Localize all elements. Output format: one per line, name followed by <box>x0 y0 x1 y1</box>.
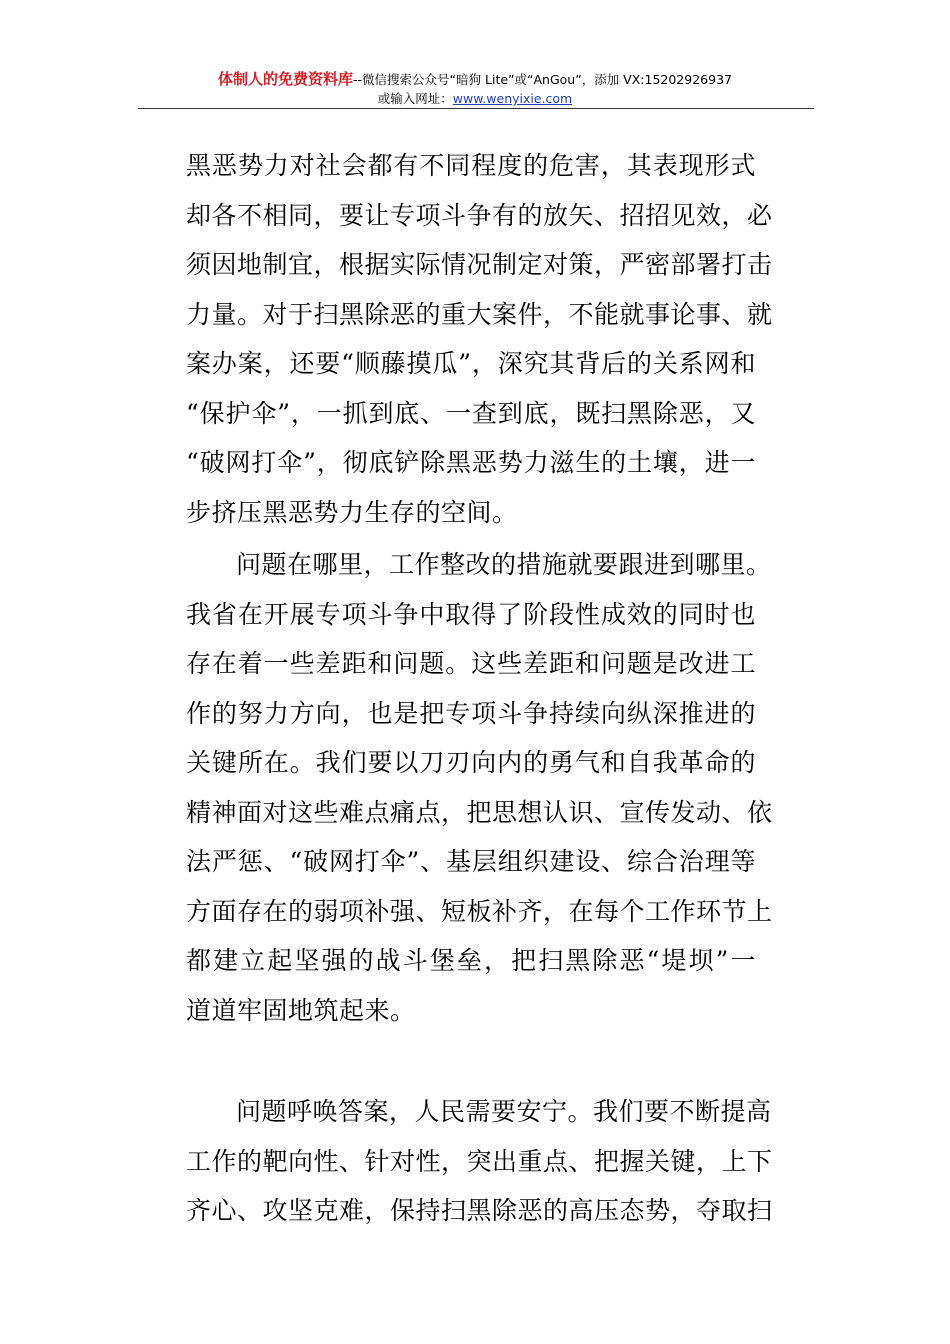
paragraph-line: 法严惩、“破网打伞”、基层组织建设、综合治理等 <box>186 847 756 876</box>
page-header <box>0 70 950 108</box>
paragraph-line: 作的努力方向，也是把专项斗争持续向纵深推进的 <box>186 698 756 728</box>
paragraph-line: 须因地制宜，根据实际情况制定对策，严密部署打击 <box>186 250 773 279</box>
paragraph-line: 问题呼唤答案，人民需要安宁。我们要不断提高 <box>236 1097 772 1126</box>
paragraph-line: 道道牢固地筑起来。 <box>186 995 416 1025</box>
paragraph-3 <box>186 1087 773 1236</box>
header-line-1 <box>0 70 950 89</box>
paragraph-line: 步挤压黑恶势力生存的空间。 <box>186 497 518 527</box>
paragraph-2 <box>186 540 773 1035</box>
paragraph-line: 都建立起坚强的战斗堡垒，把扫黑除恶“堤坝”一 <box>186 946 756 975</box>
paragraph-line: “保护伞”，一抓到底、一查到底，既扫黑除恶，又 <box>186 398 756 428</box>
paragraph-line: 存在着一些差距和问题。这些差距和问题是改进工 <box>186 649 756 678</box>
paragraph-line: 关键所在。我们要以刀刃向内的勇气和自我革命的 <box>186 748 756 777</box>
paragraph-line: 案办案，还要“顺藤摸瓜”，深究其背后的关系网和 <box>186 349 756 378</box>
paragraph-line: 却各不相同，要让专项斗争有的放矢、招招见效，必 <box>186 200 773 230</box>
paragraph-line: 精神面对这些难点痛点，把思想认识、宣传发动、依 <box>186 797 773 827</box>
paragraph-line: “破网打伞”，彻底铲除黑恶势力滋生的土壤，进一 <box>186 448 756 477</box>
header-divider <box>138 108 814 109</box>
site-prefix: 或输入网址： <box>377 91 453 106</box>
site-link[interactable]: www.wenyixie.com <box>452 91 573 106</box>
header-line-2 <box>0 90 950 108</box>
paragraph-line: 力量。对于扫黑除恶的重大案件，不能就事论事、就 <box>186 299 773 329</box>
paragraph-1 <box>186 141 773 537</box>
paragraph-line: 齐心、攻坚克难，保持扫黑除恶的高压态势，夺取扫 <box>186 1196 773 1225</box>
paragraph-line: 黑恶势力对社会都有不同程度的危害，其表现形式 <box>186 151 756 180</box>
header-info: --微信搜索公众号“暗狗 Lite”或“AnGou”，添加 VX:15202926937 <box>353 72 732 87</box>
paragraph-line: 方面存在的弱项补强、短板补齐，在每个工作环节上 <box>186 896 773 926</box>
paragraph-line: 我省在开展专项斗争中取得了阶段性成效的同时也 <box>186 599 756 629</box>
brand-title: 体制人的免费资料库 <box>218 70 354 88</box>
paragraph-line: 问题在哪里，工作整改的措施就要跟进到哪里。 <box>236 550 772 579</box>
paragraph-line: 工作的靶向性、针对性，突出重点、把握关键，上下 <box>186 1146 773 1176</box>
